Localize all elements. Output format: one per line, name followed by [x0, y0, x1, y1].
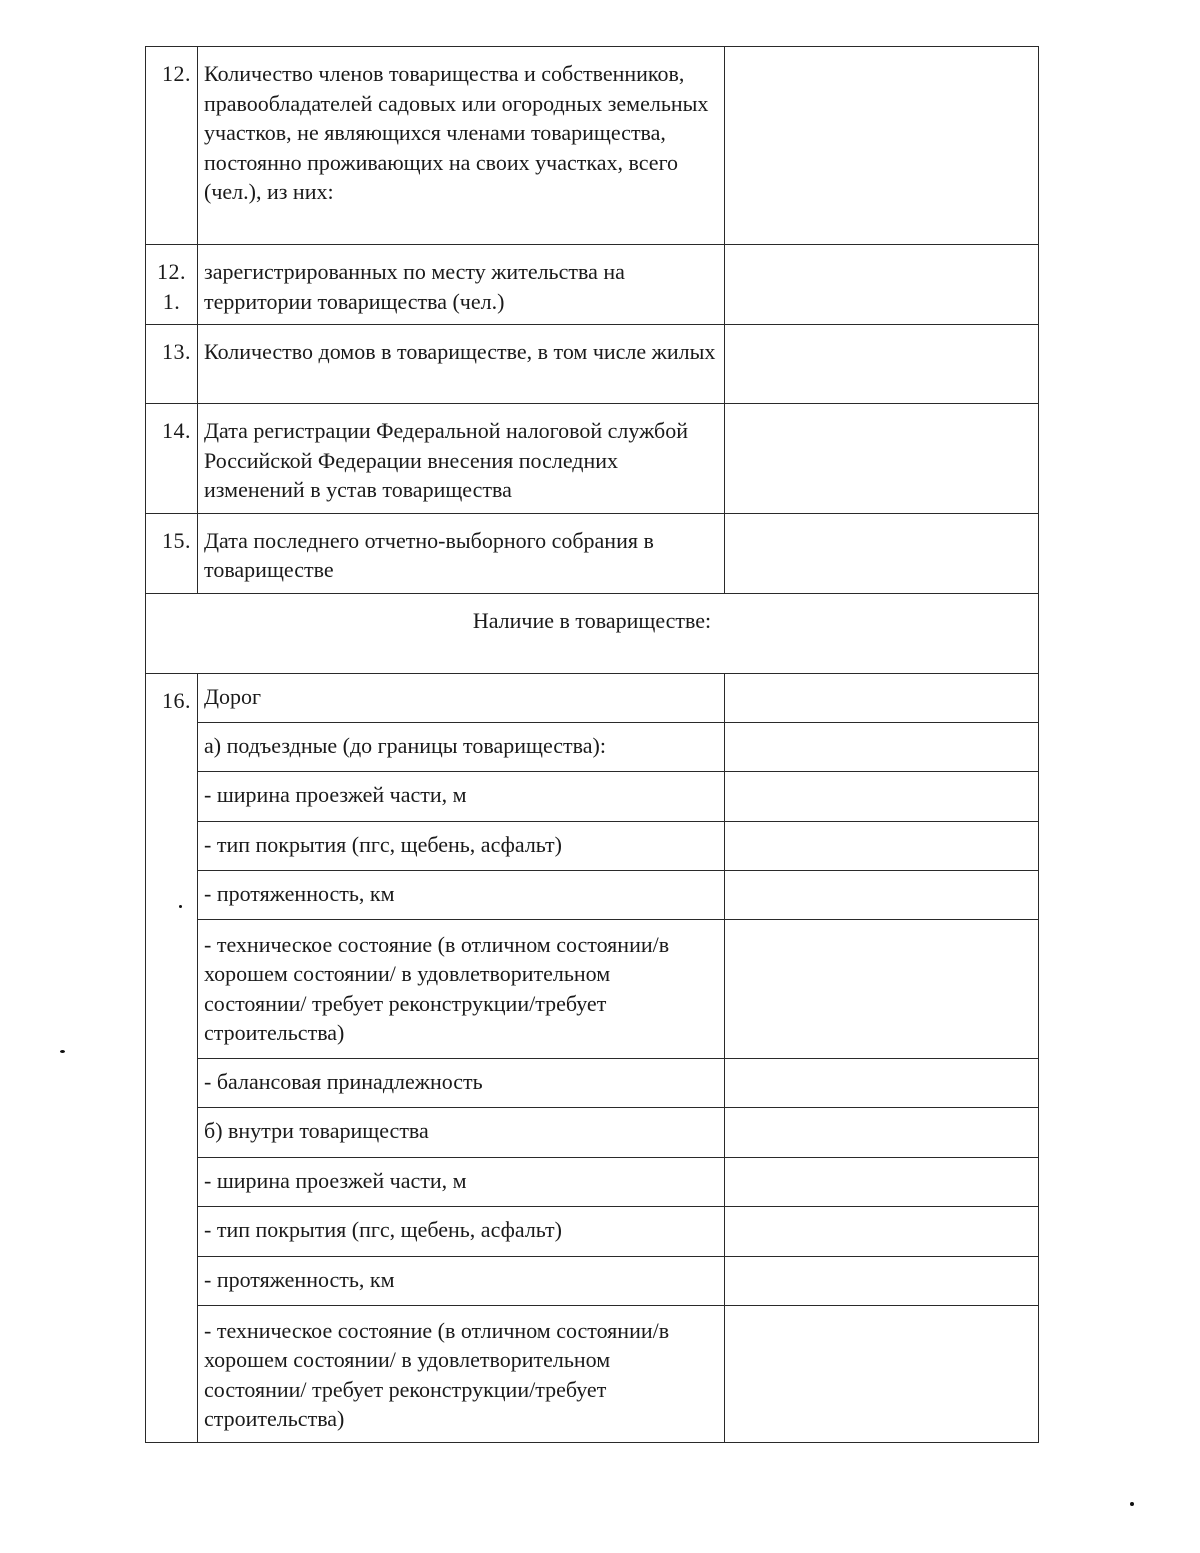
row-number: 15. [146, 513, 198, 593]
scan-speck [1130, 1502, 1134, 1506]
value-cell[interactable] [725, 47, 1039, 245]
row-label: зарегистрированных по месту жительства на территории товарищества (чел.) [198, 245, 725, 325]
row-label: - тип покрытия (пгс, щебень, асфальт) [198, 821, 725, 870]
table-row [146, 1256, 1039, 1305]
section-row [146, 593, 1039, 673]
row-number-part: 12. 1. [157, 259, 186, 314]
table-row [146, 1058, 1039, 1107]
row-label: - протяженность, км [198, 1256, 725, 1305]
value-cell[interactable] [725, 513, 1039, 593]
value-cell[interactable] [725, 404, 1039, 514]
value-cell[interactable] [725, 870, 1039, 919]
scan-speck [179, 905, 182, 908]
form-table [145, 46, 1039, 1443]
row-label: - ширина проезжей части, м [198, 1157, 725, 1206]
table-row [146, 919, 1039, 1058]
value-cell[interactable] [725, 245, 1039, 325]
row-number: 16. [146, 673, 198, 1442]
table-row [146, 513, 1039, 593]
table-row [146, 1107, 1039, 1157]
table-row [146, 771, 1039, 821]
row-label: б) внутри товарищества [198, 1107, 725, 1157]
value-cell[interactable] [725, 722, 1039, 771]
table-row [146, 673, 1039, 722]
row-number: 14. [146, 404, 198, 514]
value-cell[interactable] [725, 1157, 1039, 1206]
value-cell[interactable] [725, 771, 1039, 821]
value-cell[interactable] [725, 1305, 1039, 1442]
table-row [146, 821, 1039, 870]
row-label: - протяженность, км [198, 870, 725, 919]
table-row [146, 870, 1039, 919]
row-label: - тип покрытия (пгс, щебень, асфальт) [198, 1206, 725, 1256]
value-cell[interactable] [725, 821, 1039, 870]
table-row [146, 1206, 1039, 1256]
table-row [146, 404, 1039, 514]
section-heading: Наличие в товариществе: [146, 593, 1039, 673]
row-label: Дата регистрации Федеральной налоговой службой Российской Федерации внесения последних изменений в устав товарищества [198, 404, 725, 514]
table-row [146, 245, 1039, 325]
value-cell[interactable] [725, 1107, 1039, 1157]
row-label: - техническое состояние (в отличном состоянии/в хорошем состоянии/ в удовлетворительном состоянии/ требует реконструкции/требует строительства) [198, 919, 725, 1058]
value-cell[interactable] [725, 673, 1039, 722]
row-label: Количество домов в товариществе, в том числе жилых [198, 325, 725, 404]
table-row [146, 47, 1039, 245]
table-row [146, 1305, 1039, 1442]
row-label: а) подъездные (до границы товарищества): [198, 722, 725, 771]
table-row [146, 1157, 1039, 1206]
row-label: Дорог [198, 673, 725, 722]
row-number [146, 245, 198, 325]
row-label: Количество членов товарищества и собственников, правообладателей садовых или огородных земельных участков, не являющихся членами товарищества, постоянно проживающих на своих участках, всего (чел.), из них: [198, 47, 725, 245]
table-row [146, 722, 1039, 771]
value-cell[interactable] [725, 919, 1039, 1058]
row-number: 13. [146, 325, 198, 404]
row-label: - техническое состояние (в отличном состоянии/в хорошем состоянии/ в удовлетворительном состоянии/ требует реконструкции/требует строительства) [198, 1305, 725, 1442]
row-label: - балансовая принадлежность [198, 1058, 725, 1107]
scan-speck [60, 1050, 65, 1053]
row-number: 12. [146, 47, 198, 245]
value-cell[interactable] [725, 1206, 1039, 1256]
table-row [146, 325, 1039, 404]
row-label: Дата последнего отчетно-выборного собрания в товариществе [198, 513, 725, 593]
value-cell[interactable] [725, 1058, 1039, 1107]
value-cell[interactable] [725, 325, 1039, 404]
value-cell[interactable] [725, 1256, 1039, 1305]
row-label: - ширина проезжей части, м [198, 771, 725, 821]
